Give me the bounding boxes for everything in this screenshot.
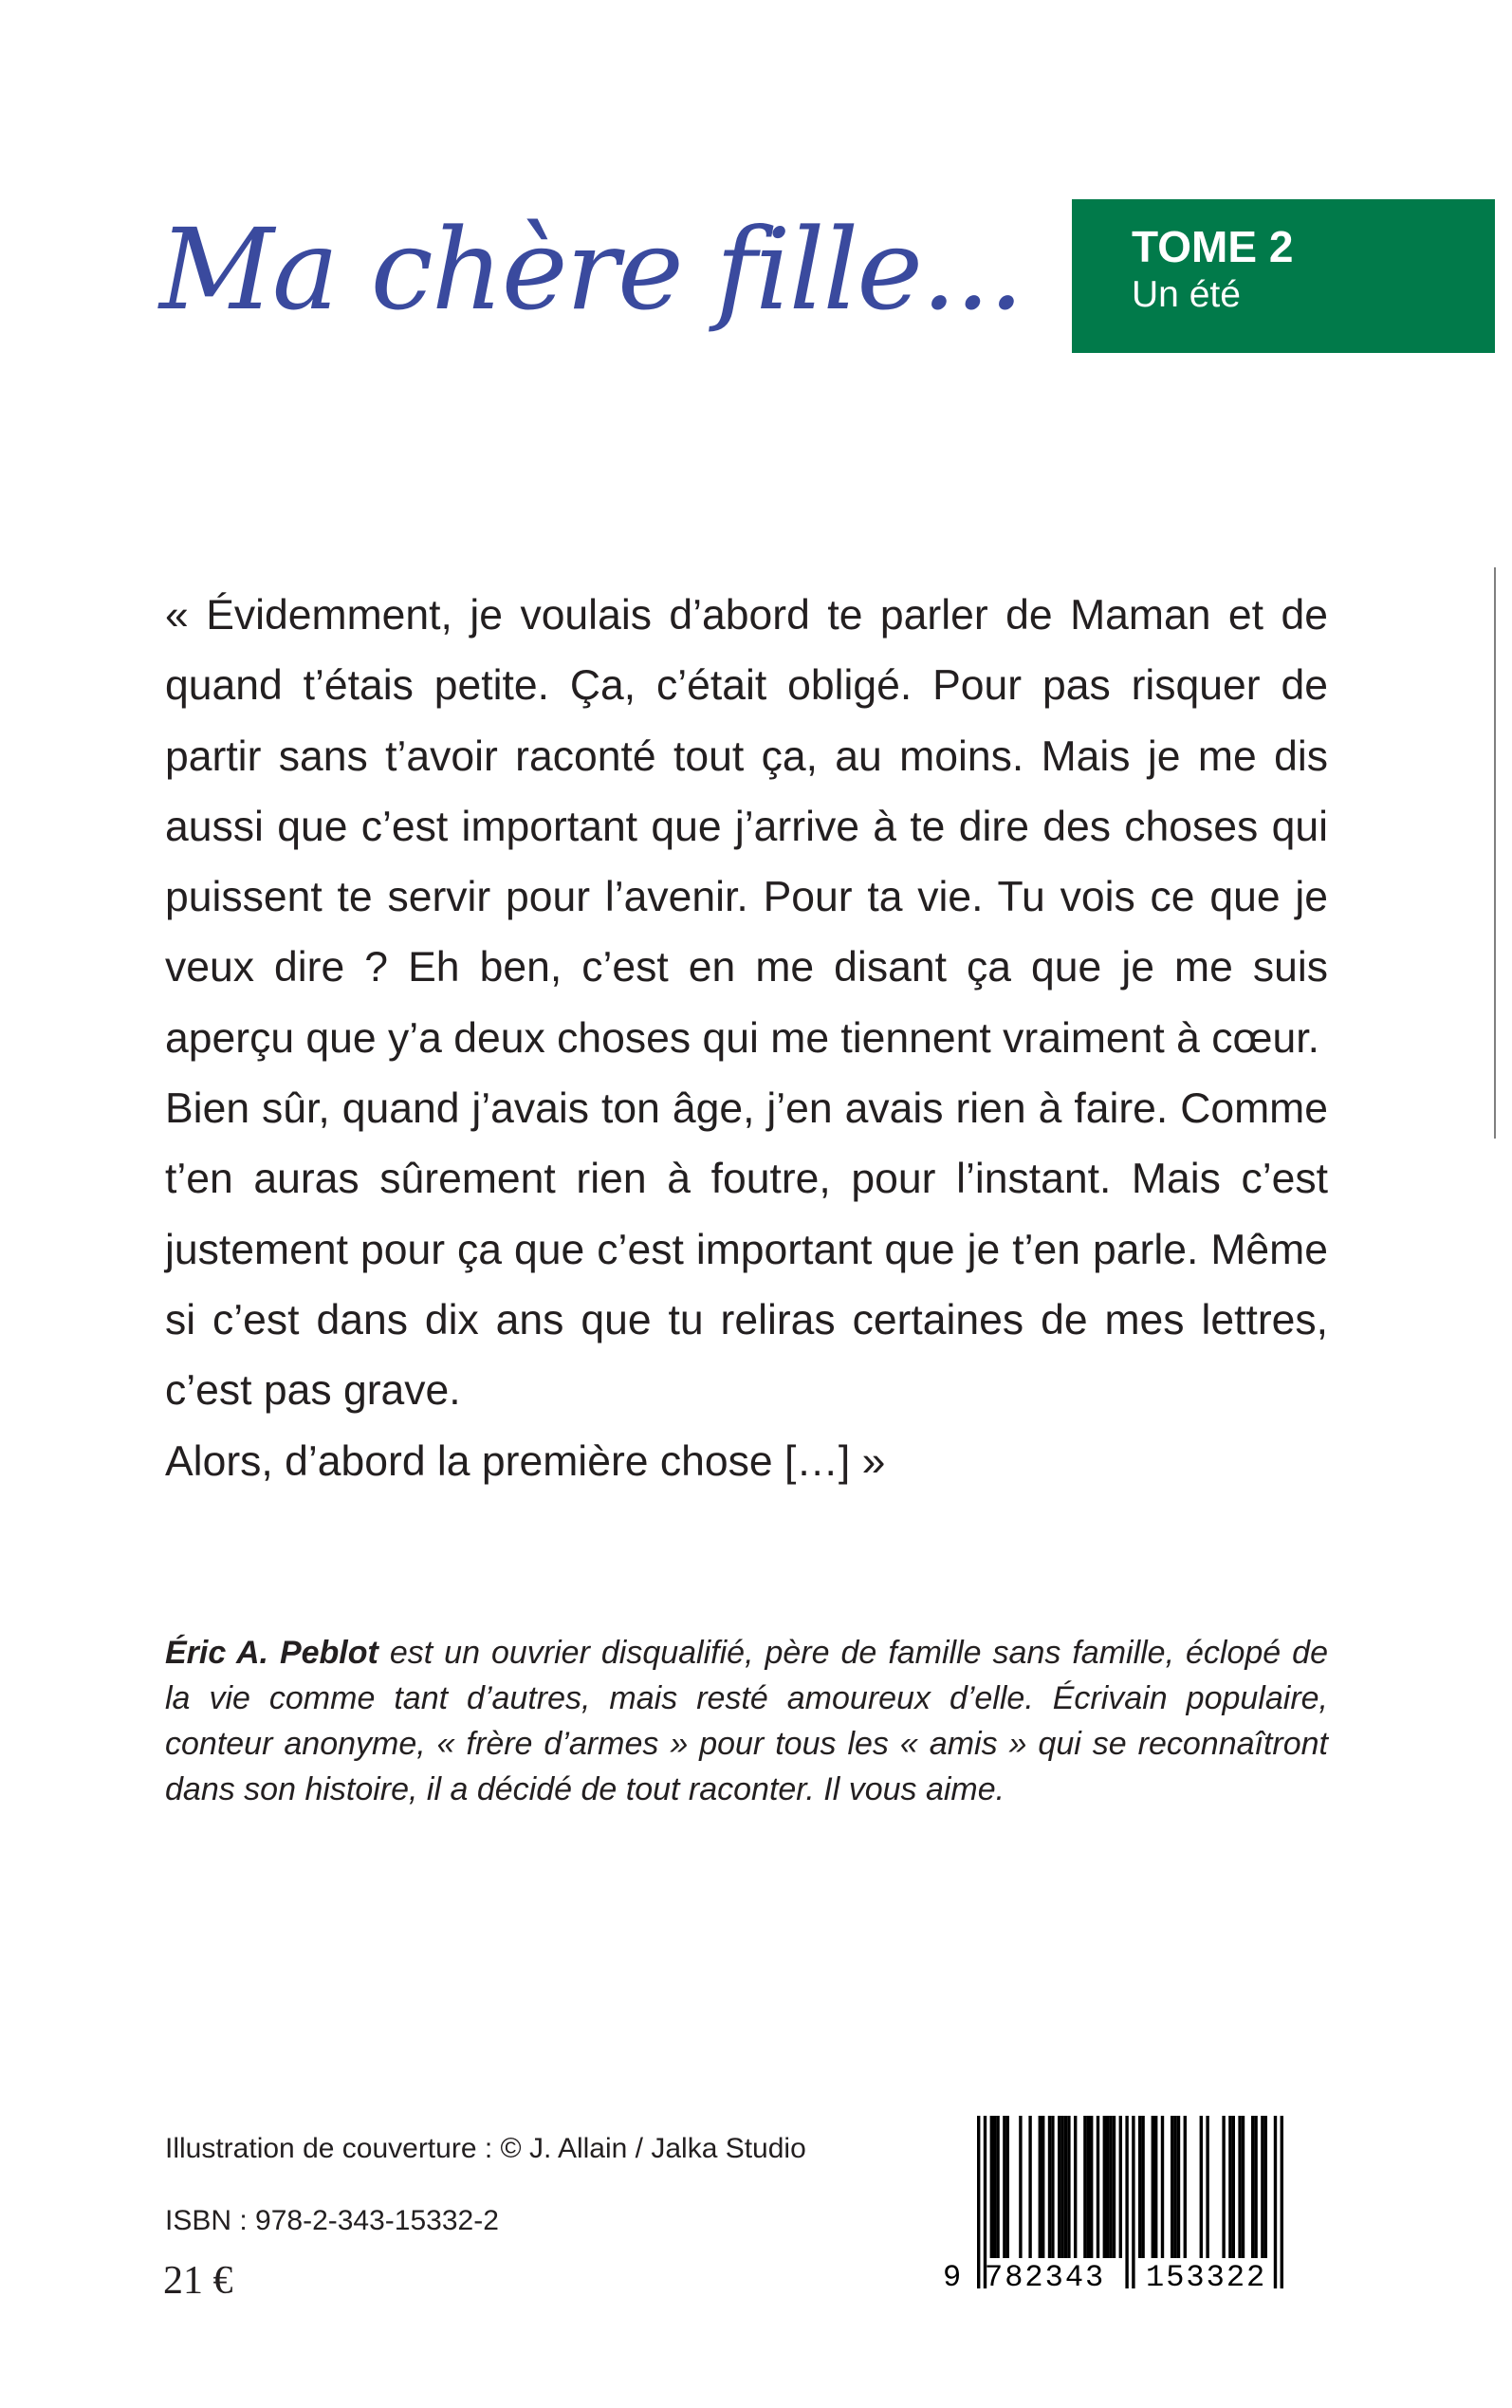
excerpt-paragraph: « Évidemment, je voulais d’abord te parler de Maman et de quand t’étais petite. Ça, c’était obligé. Pour pas risquer de partir sans t’avoir raconté tout ça, au moins. Mais je me dis aussi que c’est important que j’arrive à te dire des choses qui puissent te servir pour l’avenir. Pour ta vie. Tu vois ce que je veux dire ? Eh ben, c’est en me disant ça que je me suis aperçu que y’a deux choses qui me tiennent vraiment à cœur. [165, 592, 1328, 1062]
barcode-bar [1119, 2116, 1122, 2258]
barcode-bar [1074, 2116, 1077, 2258]
barcode-bar [1222, 2116, 1225, 2258]
author-name: Éric A. Peblot [165, 1635, 378, 1671]
barcode-bar [1274, 2116, 1277, 2288]
barcode-bar [1132, 2116, 1134, 2288]
barcode-bar [1042, 2116, 1044, 2258]
barcode-left-group: 782343 [985, 2260, 1106, 2295]
excerpt-paragraph: Bien sûr, quand j’avais ton âge, j’en avais rien à faire. Comme t’en auras sûrement rien à foutre, pour l’instant. Mais c’est justement pour ça que c’est important que je t’en parle. Même si c’est dans dix ans que tu reliras certaines de mes lettres, c’est pas grave. [165, 1085, 1328, 1415]
barcode-bar [1206, 2116, 1208, 2258]
barcode-bar [990, 2116, 993, 2258]
barcode-bar [1238, 2116, 1241, 2258]
barcode-bar [1161, 2116, 1164, 2258]
barcode-right-group: 153322 [1146, 2260, 1267, 2295]
barcode-bar [1039, 2116, 1042, 2258]
barcode-bar [1006, 2116, 1009, 2258]
barcode-bar [1064, 2116, 1067, 2258]
barcode-bar [1051, 2116, 1054, 2258]
barcode-bar [1251, 2116, 1254, 2258]
excerpt-paragraph: Alors, d’abord la première chose […] » [165, 1437, 886, 1485]
barcode-bar [1048, 2116, 1051, 2258]
barcode-bar [1067, 2116, 1070, 2258]
barcode-bar [1060, 2116, 1063, 2258]
barcode-bar [1200, 2116, 1203, 2258]
tome-subtitle: Un été [1132, 273, 1241, 315]
barcode-bar [1058, 2116, 1060, 2258]
barcode-bar [1154, 2116, 1157, 2258]
barcode-bar [1090, 2116, 1093, 2258]
barcode-bar [1125, 2116, 1128, 2288]
barcode-bar [1019, 2116, 1022, 2258]
barcode-bar [1232, 2116, 1235, 2258]
barcode-bar [1087, 2116, 1090, 2258]
barcode-bar [1097, 2116, 1099, 2258]
book-excerpt [165, 581, 1328, 1497]
barcode-bar [1106, 2116, 1109, 2258]
barcode-bar [977, 2116, 980, 2288]
barcode-bar [1173, 2116, 1176, 2258]
isbn: ISBN : 978-2-343-15332-2 [165, 2205, 499, 2236]
barcode-bar [1177, 2116, 1180, 2258]
book-title: Ma chère fille... [159, 204, 1023, 335]
barcode-bar [1281, 2116, 1283, 2288]
barcode-bar [1028, 2116, 1031, 2258]
barcode-bar [1242, 2116, 1245, 2258]
price: 21 € [163, 2259, 233, 2303]
illustration-credit: Illustration de couverture : © J. Allain / Jalka Studio [165, 2133, 806, 2164]
barcode-bar [993, 2116, 996, 2258]
barcode-bar [1103, 2116, 1106, 2258]
barcode-bar [1261, 2116, 1263, 2258]
barcode-bar [1113, 2116, 1116, 2258]
barcode-bar [1254, 2116, 1257, 2258]
spine-rule [1494, 567, 1496, 1139]
author-bio-text: est un ouvrier disqualifié, père de famille sans famille, éclopé de la vie comme tant d’autres, mais resté amoureux d’elle. Écrivain populaire, conteur anonyme, « frère d’armes » pour tous les « amis » qui se reconnaîtront dans son histoire, il a décidé de tout raconter. Il vous aime. [165, 1635, 1328, 1807]
barcode-bar [1184, 2116, 1187, 2258]
barcode-bar [1141, 2116, 1144, 2258]
barcode-bar [1171, 2116, 1173, 2258]
barcode-first-digit: 9 [943, 2260, 964, 2295]
barcode-bar [1083, 2116, 1086, 2258]
barcode-bar [1228, 2116, 1231, 2258]
barcode-bar [1003, 2116, 1005, 2258]
barcode-bar [1264, 2116, 1267, 2258]
author-bio [165, 1630, 1328, 1812]
barcode-bar [996, 2116, 999, 2258]
barcode-bar [1152, 2116, 1154, 2258]
tome-label: TOME 2 [1132, 222, 1294, 271]
tome-badge [1072, 199, 1495, 353]
barcode-bar [1109, 2116, 1112, 2258]
barcode-bar [1138, 2116, 1141, 2258]
